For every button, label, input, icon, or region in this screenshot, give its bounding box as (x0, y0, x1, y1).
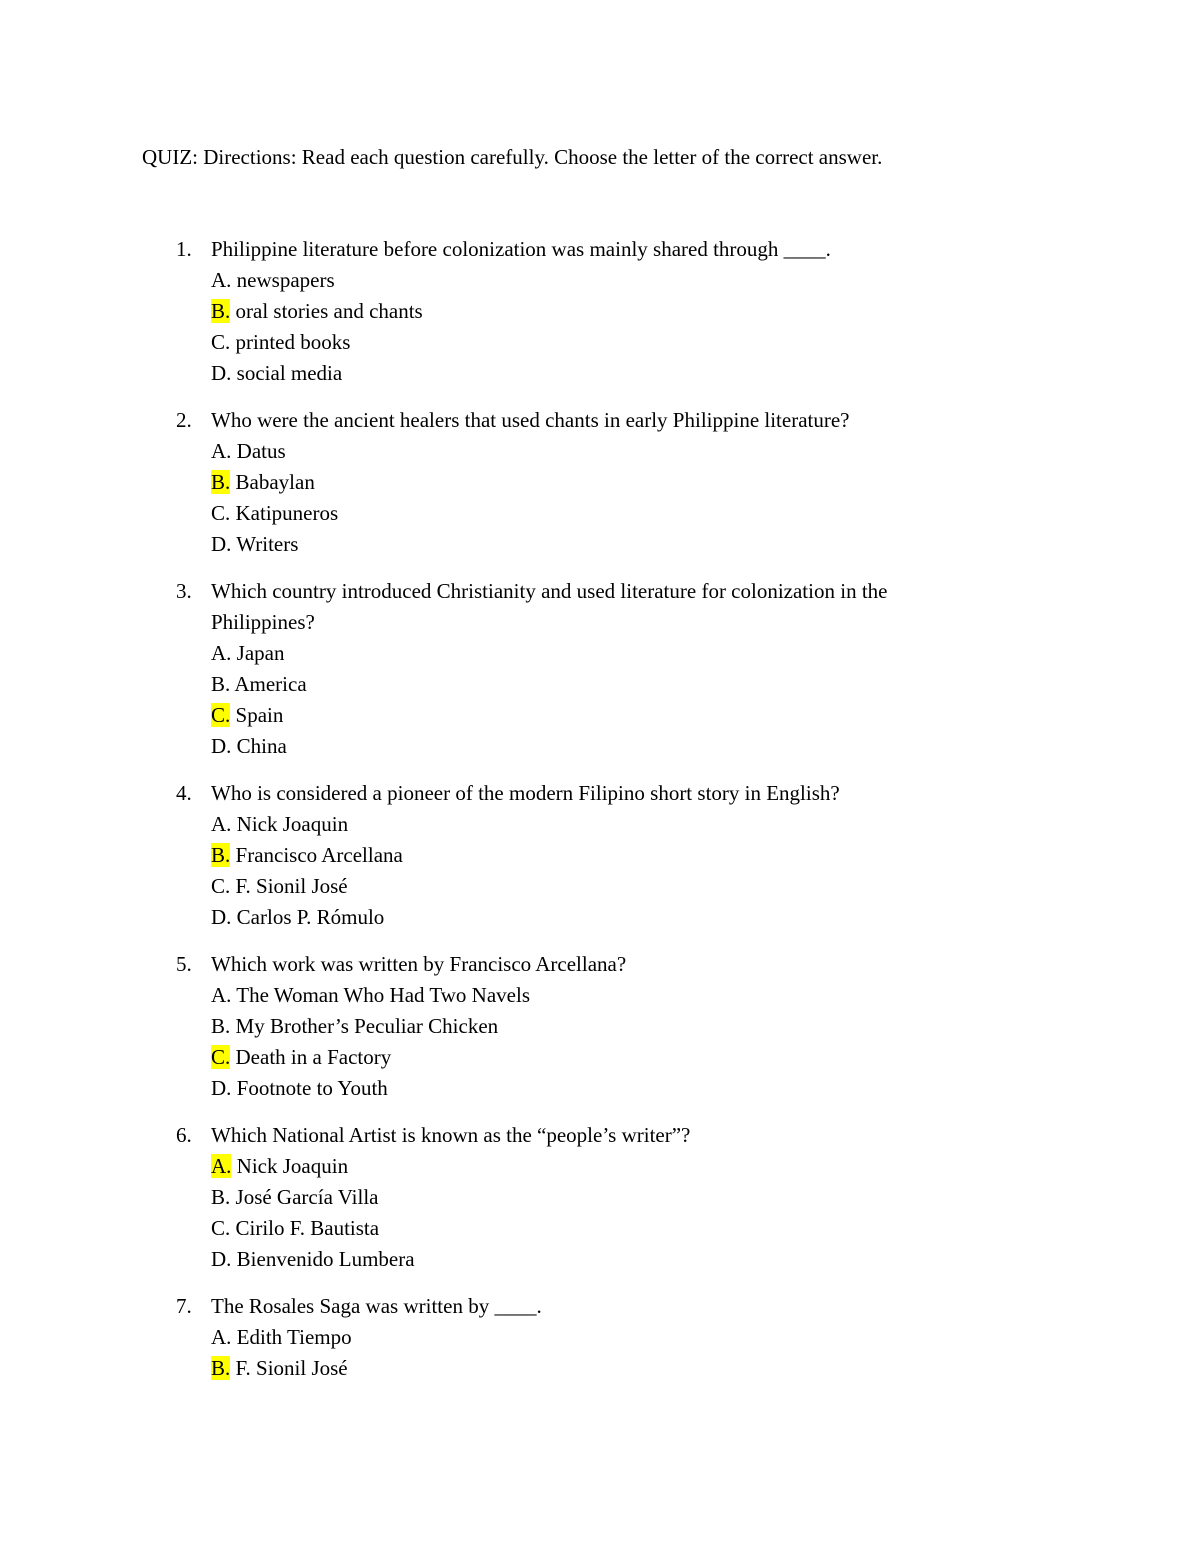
option-text: Spain (230, 703, 284, 727)
option-text: social media (231, 361, 343, 385)
question-1 (0, 234, 1200, 389)
option-letter: C. (211, 1216, 231, 1240)
question-list (0, 234, 1200, 1400)
option-text: newspapers (231, 268, 335, 292)
option-letter: A. (211, 983, 232, 1007)
option-b (211, 669, 991, 700)
option-letter: C. (211, 330, 231, 354)
option-letter: C. (211, 703, 231, 727)
option-b (211, 1353, 991, 1384)
option-letter: C. (211, 874, 231, 898)
option-b (211, 467, 991, 498)
question-5 (0, 949, 1200, 1104)
option-a (211, 265, 991, 296)
option-b (211, 1011, 991, 1042)
option-letter: A. (211, 641, 232, 665)
option-letter: D. (211, 734, 232, 758)
option-text: Edith Tiempo (231, 1325, 352, 1349)
question-number: 5. (176, 952, 192, 976)
option-d (211, 731, 991, 762)
option-text: Cirilo F. Bautista (230, 1216, 380, 1240)
question-text: Who is considered a pioneer of the modern Filipino short story in English? (211, 781, 840, 805)
option-letter: B. (211, 843, 231, 867)
option-text: Francisco Arcellana (230, 843, 403, 867)
question-body (211, 576, 991, 762)
option-letter: A. (211, 439, 232, 463)
option-letter: D. (211, 1247, 232, 1271)
option-text: Bienvenido Lumbera (231, 1247, 415, 1271)
option-text: Carlos P. Rómulo (231, 905, 385, 929)
option-text: F. Sionil José (230, 874, 348, 898)
option-d (211, 1244, 991, 1275)
option-text: Nick Joaquin (231, 1154, 349, 1178)
question-body (211, 1291, 991, 1384)
option-letter: B. (211, 1014, 231, 1038)
option-c (211, 871, 991, 902)
option-c (211, 700, 991, 731)
question-body (211, 949, 991, 1104)
question-number: 3. (176, 579, 192, 603)
option-letter: A. (211, 812, 232, 836)
option-text: Nick Joaquin (231, 812, 349, 836)
option-letter: D. (211, 1076, 232, 1100)
option-letter: B. (211, 299, 231, 323)
option-letter: B. (211, 672, 231, 696)
option-letter: B. (211, 1356, 231, 1380)
option-letter: D. (211, 532, 232, 556)
question-number: 2. (176, 408, 192, 432)
option-a (211, 980, 991, 1011)
option-c (211, 327, 991, 358)
option-c (211, 1213, 991, 1244)
question-body (211, 405, 991, 560)
question-6 (0, 1120, 1200, 1275)
option-a (211, 1322, 991, 1353)
option-letter: D. (211, 361, 232, 385)
option-d (211, 529, 991, 560)
option-b (211, 1182, 991, 1213)
option-a (211, 809, 991, 840)
question-body (211, 234, 991, 389)
question-body (211, 778, 991, 933)
option-text: Death in a Factory (230, 1045, 392, 1069)
question-text: Which National Artist is known as the “people’s writer”? (211, 1123, 691, 1147)
question-body (211, 1120, 991, 1275)
option-text: F. Sionil José (230, 1356, 348, 1380)
question-number: 4. (176, 781, 192, 805)
option-letter: A. (211, 1154, 232, 1178)
option-text: The Woman Who Had Two Navels (231, 983, 530, 1007)
option-text: José García Villa (230, 1185, 379, 1209)
question-number: 6. (176, 1123, 192, 1147)
question-3 (0, 576, 1200, 762)
option-text: Babaylan (230, 470, 315, 494)
option-letter: A. (211, 1325, 232, 1349)
option-letter: C. (211, 501, 231, 525)
option-a (211, 436, 991, 467)
question-text: Which country introduced Christianity and used literature for colonization in the Philippines? (211, 579, 888, 634)
option-letter: B. (211, 470, 231, 494)
option-text: Japan (231, 641, 285, 665)
option-b (211, 840, 991, 871)
question-number: 1. (176, 237, 192, 261)
option-text: Footnote to Youth (231, 1076, 388, 1100)
option-a (211, 638, 991, 669)
option-c (211, 1042, 991, 1073)
option-d (211, 902, 991, 933)
option-letter: A. (211, 268, 232, 292)
option-d (211, 1073, 991, 1104)
option-c (211, 498, 991, 529)
question-text: Philippine literature before colonization was mainly shared through ____. (211, 237, 831, 261)
option-text: My Brother’s Peculiar Chicken (230, 1014, 499, 1038)
quiz-directions: QUIZ: Directions: Read each question carefully. Choose the letter of the correct answer. (142, 145, 883, 169)
option-text: Katipuneros (230, 501, 339, 525)
question-text: Which work was written by Francisco Arcellana? (211, 952, 627, 976)
option-text: America (230, 672, 307, 696)
option-b (211, 296, 991, 327)
option-text: China (231, 734, 287, 758)
option-letter: B. (211, 1185, 231, 1209)
option-text: Writers (231, 532, 299, 556)
option-a (211, 1151, 991, 1182)
question-number: 7. (176, 1294, 192, 1318)
question-text: Who were the ancient healers that used chants in early Philippine literature? (211, 408, 850, 432)
option-d (211, 358, 991, 389)
question-4 (0, 778, 1200, 933)
question-2 (0, 405, 1200, 560)
question-text: The Rosales Saga was written by ____. (211, 1294, 542, 1318)
option-letter: C. (211, 1045, 231, 1069)
question-7 (0, 1291, 1200, 1384)
option-text: Datus (231, 439, 286, 463)
option-text: printed books (230, 330, 351, 354)
option-text: oral stories and chants (230, 299, 423, 323)
option-letter: D. (211, 905, 232, 929)
